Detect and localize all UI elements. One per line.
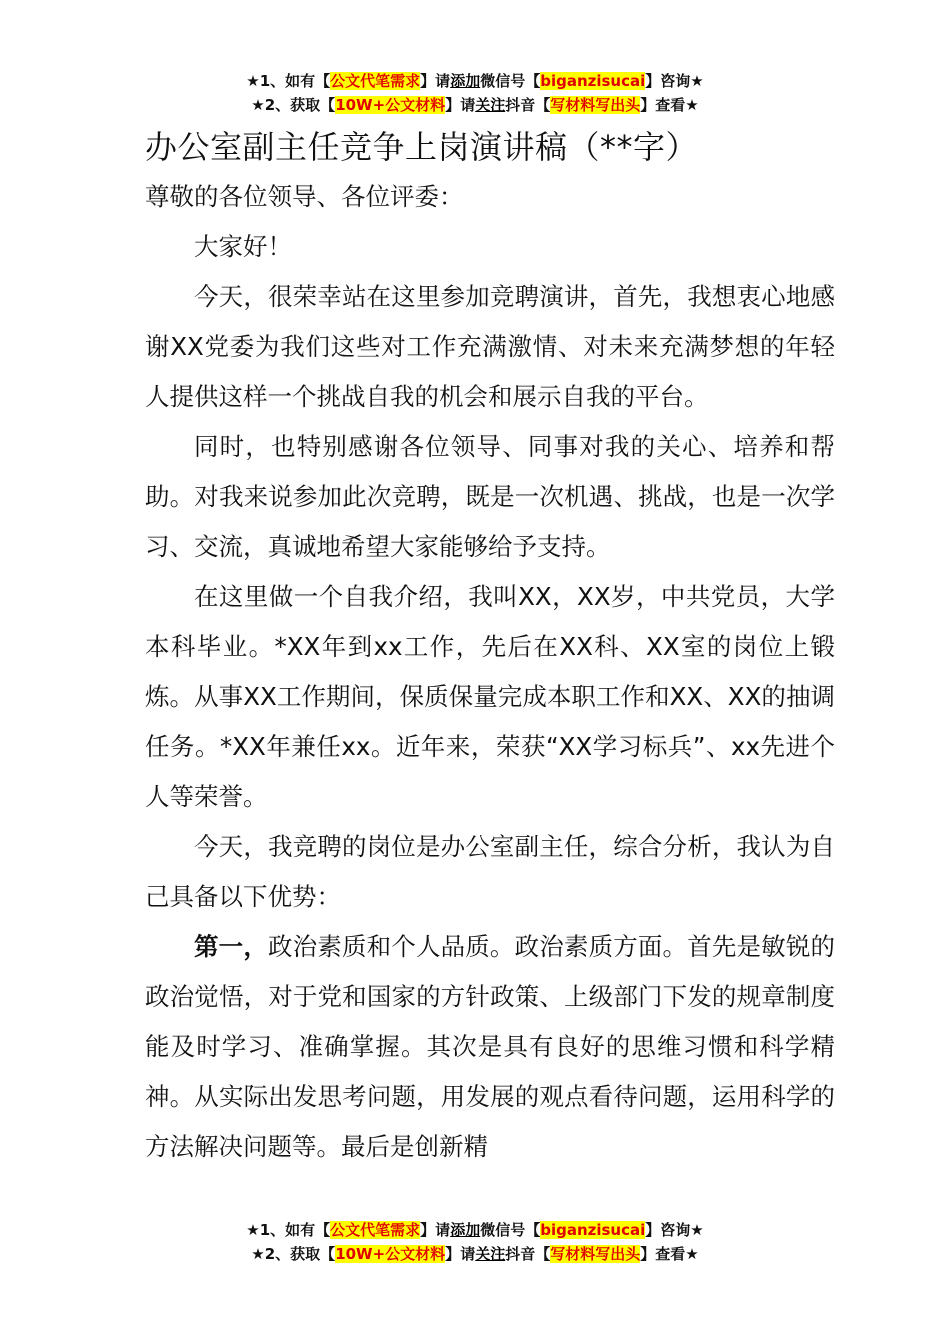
paragraph-5-text: 政治素质和个人品质。政治素质方面。首先是敏锐的政治觉悟，对于党和国家的方针政策、上级部门下发的规章制度能及时学习、准确掌握。其次是具有良好的思维习惯和科学精神。从实际出发思考问题，用发展的观点看待问题，运用科学的方法解决问题等。最后是创新精: [145, 932, 836, 1161]
paragraph-2: 同时，也特别感谢各位领导、同事对我的关心、培养和帮助。对我来说参加此次竞聘，既是一次机遇、挑战，也是一次学习、交流，真诚地希望大家能够给予支持。: [145, 432, 835, 561]
banner-text: 】咨询★: [645, 72, 704, 90]
paragraph-3: 在这里做一个自我介绍，我叫XX，XX岁，中共党员，大学本科毕业。*XX年到xx工作，先后在XX科、XX室的岗位上锻炼。从事XX工作期间，保质保量完成本职工作和XX、XX的抽调任务。*XX年兼任xx。近年来，荣获“XX学习标兵”、xx先进个人等荣誉。: [145, 582, 835, 811]
footer-banner: [0, 1218, 950, 1266]
banner-text: 】请: [445, 96, 476, 114]
banner-line-1: [0, 69, 950, 93]
salutation: 尊敬的各位领导、各位评委：: [145, 182, 464, 211]
banner-text: 抖音【: [505, 96, 551, 114]
banner-line-1: [0, 1218, 950, 1242]
banner-text: 微信号【: [480, 1221, 541, 1239]
banner-text: 】请: [420, 1221, 451, 1239]
header-banner: [0, 69, 950, 117]
highlight-materials: 10W+公文材料: [335, 96, 446, 114]
banner-emphasis: 关注: [475, 96, 506, 114]
document-body: [145, 122, 835, 1172]
paragraph-1: 今天，很荣幸站在这里参加竞聘演讲，首先，我想衷心地感谢XX党委为我们这些对工作充满激情、对未来充满梦想的年轻人提供这样一个挑战自我的机会和展示自我的平台。: [145, 282, 835, 411]
banner-text: ★1、如有【: [246, 72, 331, 90]
paragraph-5-lead: 第一，: [194, 932, 268, 961]
highlight-wechat-id: biganzisucai: [540, 72, 646, 90]
paragraph-5: [145, 922, 835, 1172]
highlight-materials: 10W+公文材料: [335, 1245, 446, 1263]
document-title: 办公室副主任竞争上岗演讲稿（**字）: [145, 128, 699, 166]
highlight-service: 公文代笔需求: [330, 1221, 421, 1239]
banner-emphasis: 添加: [450, 72, 481, 90]
banner-text: 抖音【: [505, 1245, 551, 1263]
banner-text: ★1、如有【: [246, 1221, 331, 1239]
banner-text: 】咨询★: [645, 1221, 704, 1239]
banner-line-2: [0, 1242, 950, 1266]
banner-line-2: [0, 93, 950, 117]
banner-text: 】请: [420, 72, 451, 90]
banner-text: 】查看★: [640, 1245, 699, 1263]
banner-emphasis: 添加: [450, 1221, 481, 1239]
highlight-service: 公文代笔需求: [330, 72, 421, 90]
highlight-wechat-id: biganzisucai: [540, 1221, 646, 1239]
greeting: 大家好！: [194, 232, 292, 261]
banner-text: 】请: [445, 1245, 476, 1263]
paragraph-4: 今天，我竞聘的岗位是办公室副主任，综合分析，我认为自己具备以下优势：: [145, 832, 835, 911]
banner-text: ★2、获取【: [251, 96, 336, 114]
highlight-douyin-account: 写材料写出头: [550, 1245, 641, 1263]
banner-text: ★2、获取【: [251, 1245, 336, 1263]
banner-text: 】查看★: [640, 96, 699, 114]
highlight-douyin-account: 写材料写出头: [550, 96, 641, 114]
banner-emphasis: 关注: [475, 1245, 506, 1263]
banner-text: 微信号【: [480, 72, 541, 90]
